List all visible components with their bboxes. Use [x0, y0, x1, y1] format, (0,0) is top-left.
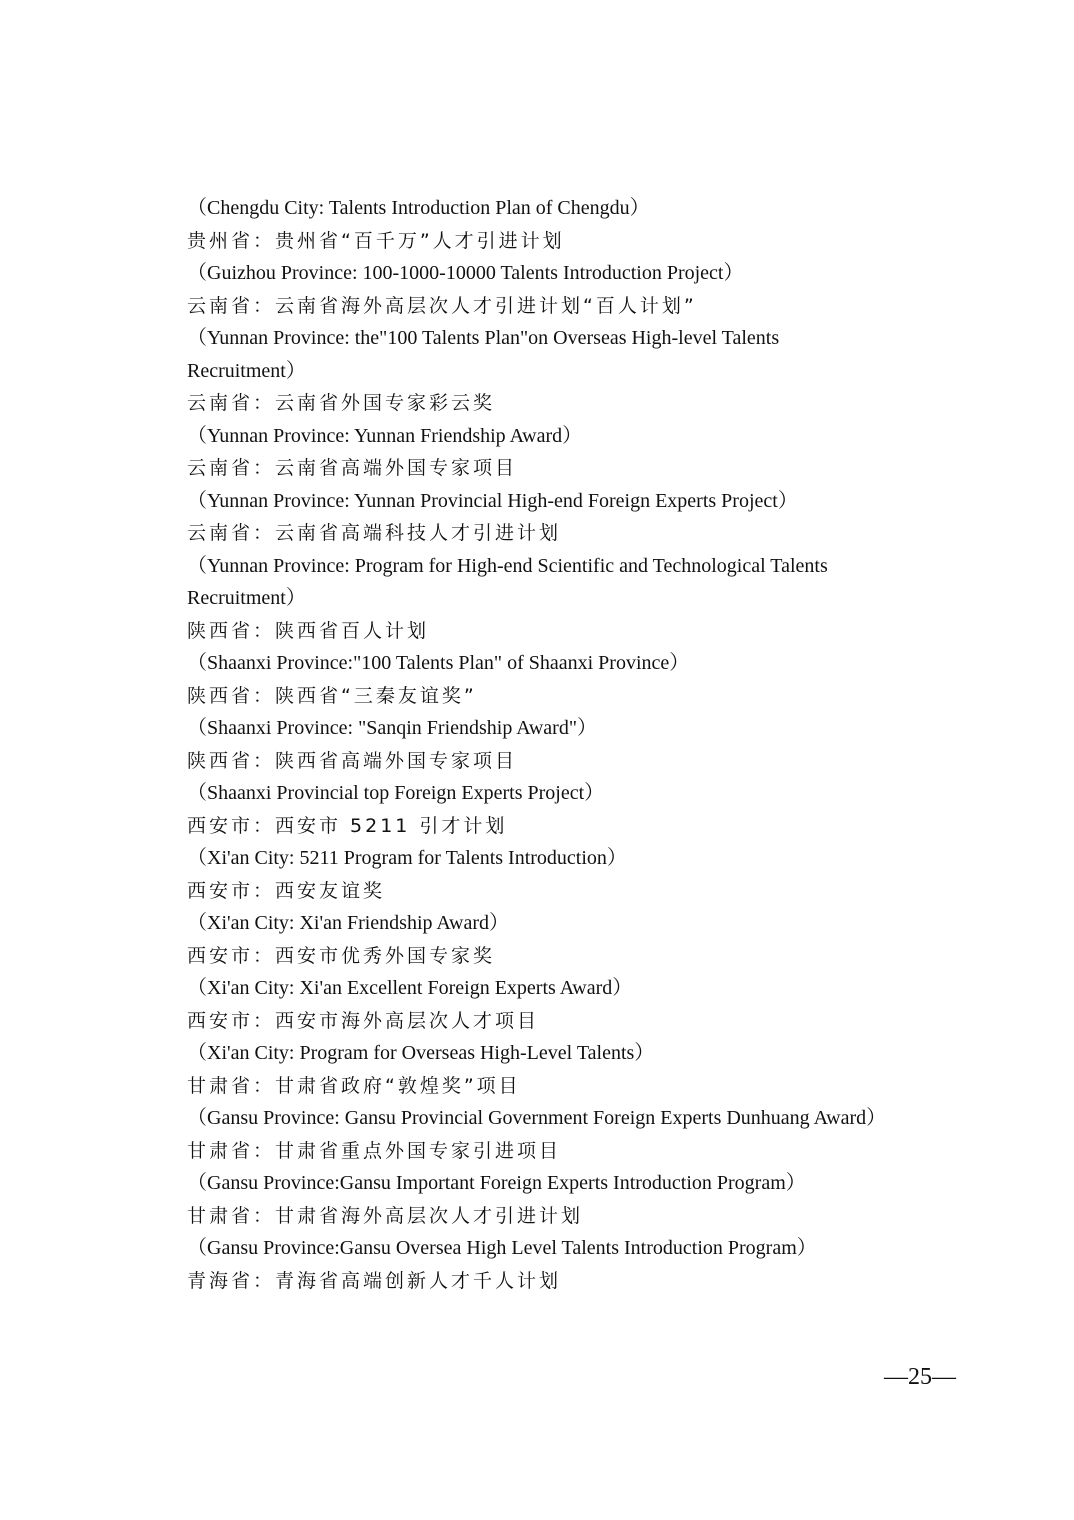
program-name-english: （Xi'an City: Xi'an Excellent Foreign Experts Award）	[187, 977, 633, 999]
program-name-chinese: 甘肃省：甘肃省政府“敦煌奖”项目	[187, 1074, 521, 1097]
program-name-chinese: 西安市：西安友谊奖	[187, 879, 386, 902]
program-name-english: Recruitment）	[187, 587, 306, 609]
program-name-chinese: 云南省：云南省海外高层次人才引进计划“百人计划”	[187, 294, 697, 317]
program-name-chinese: 西安市：西安市优秀外国专家奖	[187, 944, 496, 967]
program-name-chinese: 甘肃省：甘肃省重点外国专家引进项目	[187, 1139, 562, 1162]
program-name-english: （Shaanxi Provincial top Foreign Experts Project）	[187, 782, 605, 804]
program-name-english: （Chengdu City: Talents Introduction Plan of Chengdu）	[187, 197, 650, 219]
program-name-english: Recruitment）	[187, 359, 306, 382]
program-name-chinese: 云南省：云南省外国专家彩云奖	[187, 392, 496, 414]
program-name-english: （Yunnan Province: Yunnan Provincial High-end Foreign Experts Project）	[187, 489, 798, 512]
program-name-chinese: 陕西省：陕西省高端外国专家项目	[187, 749, 518, 772]
document-body	[187, 192, 947, 1297]
program-name-chinese: 甘肃省：甘肃省海外高层次人才引进计划	[187, 1204, 584, 1227]
program-name-english: （Xi'an City: Xi'an Friendship Award）	[187, 912, 510, 934]
program-name-english: （Shaanxi Province: "Sanqin Friendship Award"）	[187, 717, 598, 739]
program-name-english: （Xi'an City: 5211 Program for Talents Introduction）	[187, 847, 627, 869]
page-number: —25—	[884, 1364, 956, 1390]
program-name-chinese: 青海省：青海省高端创新人才千人计划	[187, 1269, 562, 1292]
program-name-english: （Gansu Province:Gansu Oversea High Level Talents Introduction Program）	[187, 1237, 817, 1259]
program-name-chinese: 陕西省：陕西省百人计划	[187, 619, 430, 642]
program-name-english: （Shaanxi Province:"100 Talents Plan" of Shaanxi Province）	[187, 652, 690, 674]
program-name-chinese: 云南省：云南省高端科技人才引进计划	[187, 522, 562, 544]
program-name-chinese: 陕西省：陕西省“三秦友谊奖”	[187, 684, 477, 707]
program-name-english: （Yunnan Province: Yunnan Friendship Award）	[187, 424, 583, 447]
program-name-chinese: 云南省：云南省高端外国专家项目	[187, 457, 518, 479]
program-name-english: （Yunnan Province: the"100 Talents Plan"on Overseas High-level Talents	[187, 327, 780, 349]
program-name-chinese: 西安市：西安市 5211 引才计划	[187, 814, 508, 837]
program-name-english: （Xi'an City: Program for Overseas High-Level Talents）	[187, 1042, 655, 1064]
program-name-english: （Yunnan Province: Program for High-end Scientific and Technological Talents	[187, 554, 828, 577]
program-name-chinese: 西安市：西安市海外高层次人才项目	[187, 1009, 540, 1032]
program-name-chinese: 贵州省：贵州省“百千万”人才引进计划	[187, 229, 565, 252]
program-name-english: （Guizhou Province: 100-1000-10000 Talents Introduction Project）	[187, 262, 744, 284]
program-name-english: （Gansu Province:Gansu Important Foreign Experts Introduction Program）	[187, 1172, 806, 1194]
program-name-english: （Gansu Province: Gansu Provincial Government Foreign Experts Dunhuang Award）	[187, 1107, 887, 1129]
